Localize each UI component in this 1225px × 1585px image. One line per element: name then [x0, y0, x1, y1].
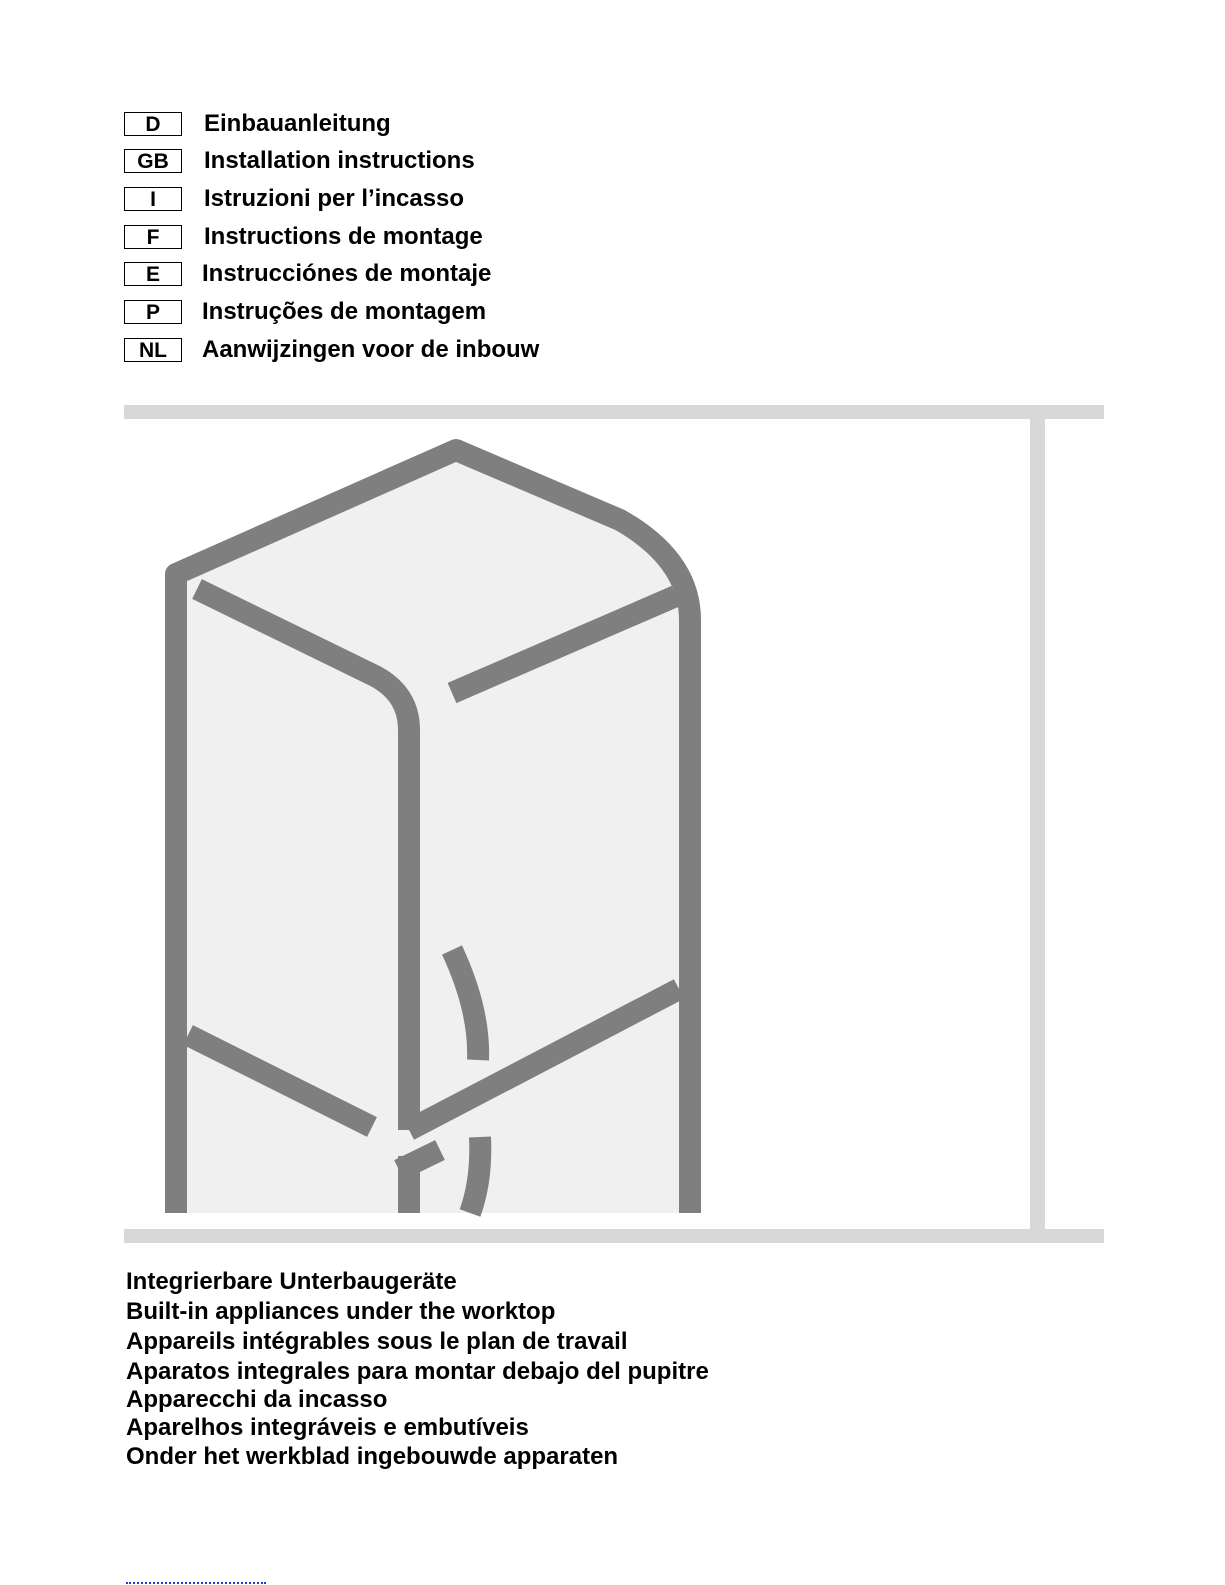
lower-door-handle — [470, 1137, 480, 1213]
language-code-badge: GB — [124, 149, 182, 173]
appliance-outline — [176, 450, 690, 1213]
description-line: Built-in appliances under the worktop — [126, 1298, 556, 1325]
description-line: Aparatos integrales para montar debajo del pupitre — [126, 1358, 709, 1385]
language-row-d — [124, 110, 391, 138]
worktop-bar — [124, 405, 1104, 419]
language-code-badge: P — [124, 300, 182, 324]
description-line: Onder het werkblad ingebouwde apparaten — [126, 1443, 619, 1470]
description-line: Apparecchi da incasso — [126, 1386, 388, 1413]
language-code-badge: F — [124, 225, 182, 249]
language-row-f — [124, 223, 483, 251]
footer-link-underline[interactable] — [126, 1582, 266, 1584]
language-code-badge: D — [124, 112, 182, 136]
appliance-body — [176, 450, 690, 1213]
language-title: Instruções de montagem — [202, 298, 487, 325]
description-line: Appareils intégrables sous le plan de travail — [126, 1328, 628, 1355]
language-code-badge: E — [124, 262, 182, 286]
language-row-i — [124, 185, 464, 213]
floor-bar — [124, 1229, 1104, 1243]
language-title: Aanwijzingen voor de inbouw — [202, 336, 540, 363]
language-row-e — [124, 260, 491, 288]
language-row-gb — [124, 147, 475, 175]
language-title: Installation instructions — [204, 147, 475, 174]
language-title: Instructions de montage — [204, 223, 483, 250]
language-code-badge: NL — [124, 338, 182, 362]
niche-side-panel — [1030, 419, 1045, 1229]
upper-door-handle — [452, 950, 478, 1060]
language-title: Instrucciónes de montaje — [202, 260, 492, 287]
language-title: Istruzioni per l’incasso — [204, 185, 465, 212]
language-row-nl — [124, 336, 539, 364]
language-title: Einbauanleitung — [204, 110, 391, 137]
description-line: Aparelhos integráveis e embutíveis — [126, 1414, 529, 1441]
language-row-p — [124, 298, 486, 326]
language-code-badge: I — [124, 187, 182, 211]
description-line: Integrierbare Unterbaugeräte — [126, 1268, 457, 1295]
